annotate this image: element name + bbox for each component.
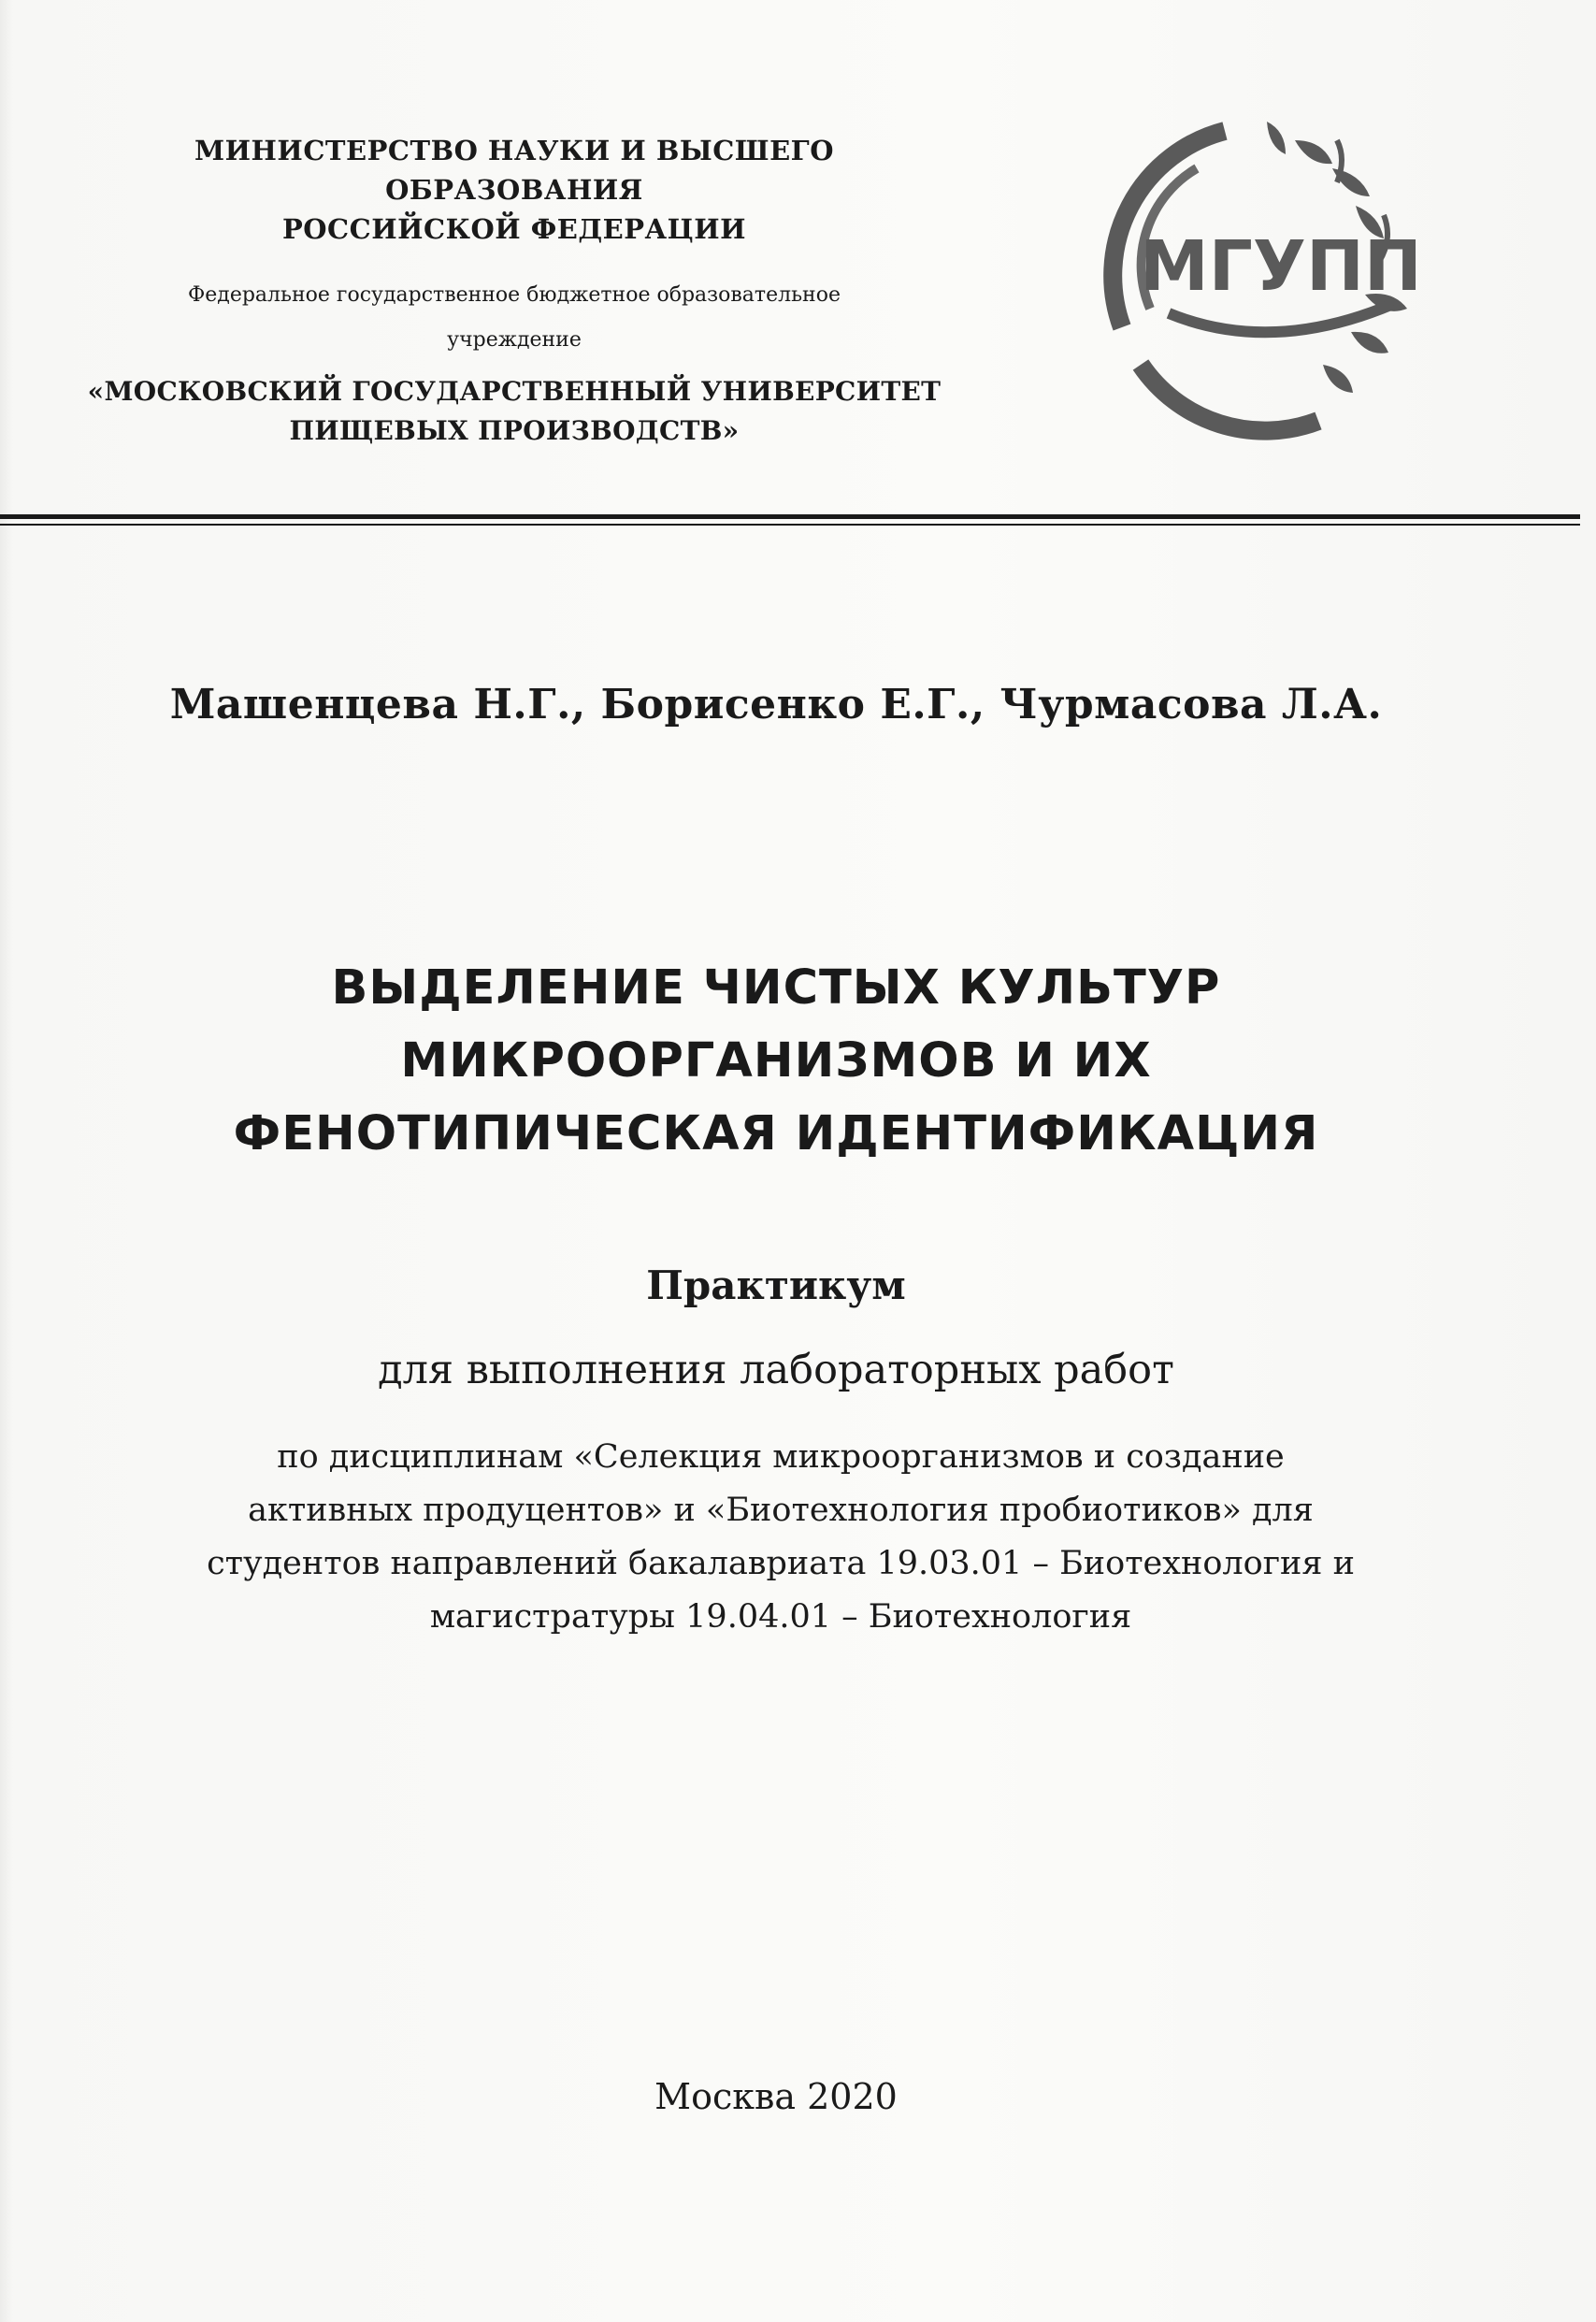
document-type: Практикум [646, 1262, 906, 1308]
disciplines-description: по дисциплинам «Селекция микроорганизмов и создание активных продуцентов» и «Биотехнология пробиотиков» для студентов направлений бакалавриата 19.03.01 – Биотехнология и магистратуры 19.04.01 – Биотехнология [207, 1438, 1355, 1636]
mgupp-logo-icon [1085, 103, 1459, 449]
header-divider-thick [0, 514, 1580, 519]
institution-type: Федеральное государственное бюджетное образовательное учреждение [188, 283, 841, 352]
logo-text: МГУПП [1140, 226, 1422, 307]
university-name: «МОСКОВСКИЙ ГОСУДАРСТВЕННЫЙ УНИВЕРСИТЕТ ПИЩЕВЫХ ПРОИЗВОДСТВ» [87, 376, 942, 446]
city-year: Москва 2020 [654, 2076, 898, 2117]
authors: Машенцева Н.Г., Борисенко Е.Г., Чурмасова Л.А. [169, 681, 1383, 728]
ministry-name: МИНИСТЕРСТВО НАУКИ И ВЫСШЕГО ОБРАЗОВАНИЯ РОССИЙСКОЙ ФЕДЕРАЦИИ [194, 135, 834, 245]
institution-header [65, 131, 963, 451]
header-divider-thin [0, 524, 1580, 526]
document-title: ВЫДЕЛЕНИЕ ЧИСТЫХ КУЛЬТУР МИКРООРГАНИЗМОВ И ИХ ФЕНОТИПИЧЕСКАЯ ИДЕНТИФИКАЦИЯ [233, 960, 1319, 1161]
mgupp-logo [1085, 103, 1459, 449]
document-purpose: для выполнения лабораторных работ [378, 1347, 1174, 1393]
